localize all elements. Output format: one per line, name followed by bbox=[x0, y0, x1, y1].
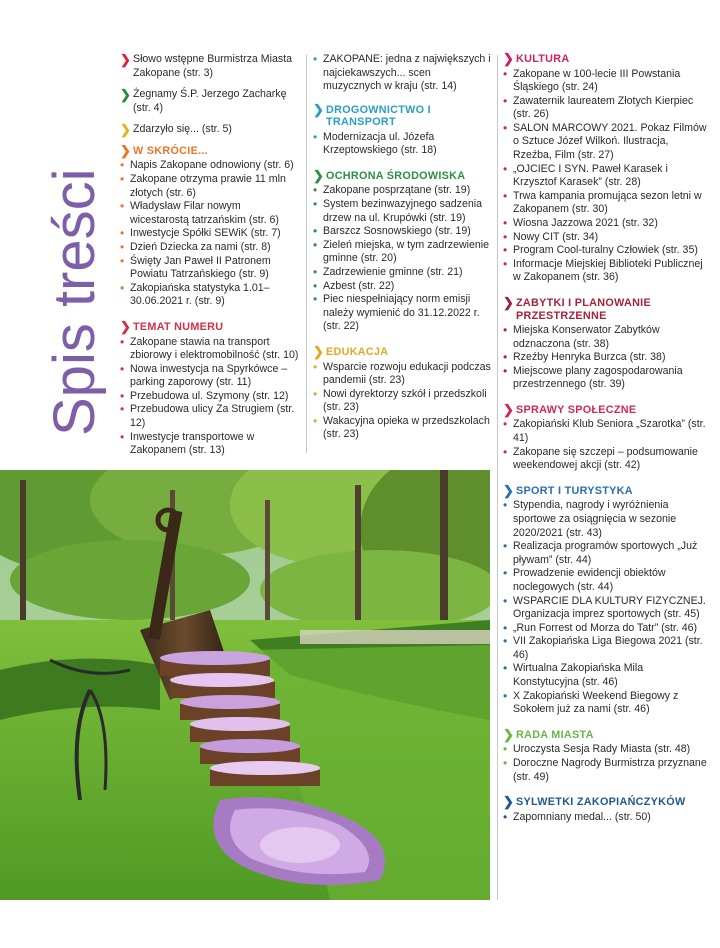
toc-entry-label: Piec niespełniający norm emisji należy wymienić do 31.12.2022 r. (str. 22) bbox=[323, 293, 480, 333]
toc-entry[interactable] bbox=[503, 690, 708, 717]
bullet-icon: • bbox=[120, 280, 125, 295]
toc-entry[interactable] bbox=[313, 388, 491, 415]
toc-entry[interactable] bbox=[120, 241, 300, 255]
toc-entry[interactable] bbox=[503, 418, 708, 445]
toc-entry-label: Święty Jan Paweł II Patronem Powiatu Tatrzańskiego (str. 9) bbox=[130, 254, 271, 281]
toc-entry-label: Przebudowa ulicy Za Strugiem (str. 12) bbox=[130, 403, 295, 430]
toc-entry[interactable] bbox=[503, 217, 708, 231]
toc-section bbox=[503, 796, 708, 824]
section-items bbox=[503, 743, 708, 784]
section-title: ZABYTKI I PLANOWANIE PRZESTRZENNE bbox=[516, 297, 651, 322]
toc-entry[interactable] bbox=[503, 622, 708, 636]
bullet-icon: • bbox=[120, 199, 125, 214]
toc-entry[interactable] bbox=[503, 324, 708, 351]
toc-entry-label: Zieleń miejska, w tym zadrzewienie gminne (str. 20) bbox=[323, 238, 490, 265]
toc-entry[interactable] bbox=[503, 122, 708, 163]
toc-entry-label: Zakopane stawia na transport zbiorowy i elektromobilność (str. 10) bbox=[130, 335, 299, 362]
intro-list bbox=[120, 53, 300, 137]
section-title: OCHRONA ŚRODOWISKA bbox=[326, 169, 466, 182]
bullet-icon: • bbox=[313, 237, 318, 252]
toc-entry[interactable] bbox=[503, 540, 708, 567]
toc-entry-label: Napis Zakopane odnowiony (str. 6) bbox=[130, 159, 294, 172]
toc-section bbox=[503, 401, 708, 473]
toc-entry-label: Wakacyjna opieka w przedszkolach (str. 23) bbox=[323, 414, 490, 441]
toc-entry[interactable] bbox=[120, 282, 300, 309]
page-title-graphic bbox=[30, 148, 110, 438]
toc-section bbox=[313, 167, 491, 334]
toc-entry-label: Informacje Miejskiej Biblioteki Publicznej w Zakopanem (str. 36) bbox=[513, 257, 703, 284]
toc-entry-label: Rzeźby Henryka Burzca (str. 38) bbox=[513, 351, 666, 364]
section-heading[interactable] bbox=[503, 297, 708, 322]
toc-entry-label: Miejska Konserwator Zabytków odznaczona (str. 38) bbox=[513, 324, 660, 350]
chevron-right-icon: ❯ bbox=[503, 794, 515, 810]
bullet-icon: • bbox=[313, 359, 318, 374]
chevron-right-icon: ❯ bbox=[313, 167, 325, 183]
bullet-icon: • bbox=[503, 444, 508, 459]
bullet-icon: • bbox=[120, 172, 125, 187]
section-title: SPRAWY SPOŁECZNE bbox=[516, 403, 637, 416]
bullet-icon: • bbox=[503, 417, 508, 432]
toc-entry[interactable] bbox=[120, 336, 300, 363]
toc-entry-label: Wsparcie rozwoju edukacji podczas pandemii (str. 23) bbox=[323, 360, 491, 387]
toc-entry[interactable] bbox=[313, 415, 491, 442]
section-items bbox=[120, 159, 300, 309]
bullet-icon: • bbox=[503, 188, 508, 203]
toc-entry-label: X Zakopiański Weekend Biegowy z Sokołem już za nami (str. 46) bbox=[513, 689, 679, 716]
toc-section bbox=[313, 101, 491, 158]
section-items bbox=[503, 418, 708, 472]
section-heading[interactable] bbox=[120, 321, 300, 334]
toc-entry-label: VII Zakopiańska Liga Biegowa 2021 (str. 46) bbox=[513, 635, 703, 661]
toc-entry-label: Prowadzenie ewidencji obiektów noclegowych (str. 44) bbox=[513, 567, 666, 593]
toc-entry[interactable] bbox=[313, 225, 491, 239]
toc-entry[interactable] bbox=[503, 351, 708, 365]
bullet-icon: • bbox=[313, 278, 318, 293]
chevron-right-icon: ❯ bbox=[503, 726, 515, 742]
bullet-icon: • bbox=[503, 256, 508, 271]
garden-photo-icon bbox=[0, 470, 490, 900]
toc-entry-label: Stypendia, nagrody i wyróżnienia sportowe za osiągnięcia w sezonie 2020/2021 (str. 43) bbox=[513, 499, 677, 539]
toc-section bbox=[503, 726, 708, 784]
bullet-icon: • bbox=[503, 323, 508, 337]
chevron-right-icon: ❯ bbox=[503, 401, 515, 417]
toc-entry[interactable] bbox=[313, 293, 491, 334]
toc-entry-label: Nowi dyrektorzy szkół i przedszkoli (str. 23) bbox=[323, 387, 487, 414]
section-items bbox=[503, 68, 708, 286]
toc-column-1 bbox=[120, 53, 300, 470]
section-title: TEMAT NUMERU bbox=[133, 321, 224, 333]
bullet-icon: • bbox=[313, 292, 318, 307]
page-title bbox=[30, 148, 110, 438]
section-title: RADA MIASTA bbox=[516, 728, 594, 741]
toc-section bbox=[313, 53, 491, 94]
toc-section bbox=[503, 53, 708, 285]
bullet-icon: • bbox=[313, 129, 318, 144]
section-items bbox=[313, 361, 491, 443]
toc-section bbox=[503, 482, 708, 717]
toc-entry-label: Azbest (str. 22) bbox=[323, 279, 395, 292]
toc-entry-label: Wiosna Jazzowa 2021 (str. 32) bbox=[513, 217, 658, 230]
section-title: KULTURA bbox=[516, 53, 570, 65]
garden-photo bbox=[0, 470, 490, 900]
bullet-icon: • bbox=[503, 566, 508, 581]
toc-entry[interactable] bbox=[120, 159, 300, 173]
bullet-icon: • bbox=[313, 224, 318, 239]
toc-entry[interactable] bbox=[503, 163, 708, 190]
toc-entry[interactable] bbox=[503, 662, 708, 689]
toc-entry[interactable] bbox=[503, 446, 708, 473]
toc-entry-label: Dzień Dziecka za nami (str. 8) bbox=[130, 241, 271, 254]
toc-entry-label: Uroczysta Sesja Rady Miasta (str. 48) bbox=[513, 743, 691, 756]
toc-entry[interactable] bbox=[313, 280, 491, 294]
chevron-right-icon: ❯ bbox=[503, 51, 515, 66]
section-title: SPORT I TURYSTYKA bbox=[516, 484, 633, 497]
bullet-icon: • bbox=[503, 634, 508, 649]
toc-entry[interactable] bbox=[120, 227, 300, 241]
section-heading[interactable] bbox=[120, 142, 300, 158]
intro-item[interactable] bbox=[120, 53, 300, 80]
toc-column-3 bbox=[503, 53, 708, 836]
toc-entry[interactable] bbox=[120, 173, 300, 200]
section-items bbox=[313, 53, 491, 94]
toc-entry[interactable] bbox=[503, 244, 708, 258]
toc-entry-label: „Run Forrest od Morza do Tatr” (str. 46) bbox=[513, 621, 698, 634]
toc-entry[interactable] bbox=[503, 95, 708, 122]
intro-item-label: Żegnamy Ś.P. Jerzego Zacharkę (str. 4) bbox=[133, 88, 287, 114]
toc-entry-label: System bezinwazyjnego sadzenia drzew na ul. Krupówki (str. 19) bbox=[323, 198, 482, 224]
section-items bbox=[503, 324, 708, 392]
toc-entry-label: Zadrzewienie gminne (str. 21) bbox=[323, 266, 463, 279]
col1-sections bbox=[120, 142, 300, 458]
toc-entry[interactable] bbox=[503, 258, 708, 285]
bullet-icon: • bbox=[120, 402, 125, 417]
bullet-icon: • bbox=[503, 809, 508, 824]
bullet-icon: • bbox=[120, 388, 125, 403]
bullet-icon: • bbox=[503, 216, 508, 231]
toc-entry[interactable] bbox=[120, 200, 300, 227]
toc-entry-label: Miejscowe plany zagospodarowania przestrzennego (str. 39) bbox=[513, 364, 683, 391]
toc-entry-label: SALON MARCOWY 2021. Pokaz Filmów o Sztuce Józef Wilkoń. Ilustracja, Rzeźba, Film (str. 27) bbox=[513, 121, 707, 162]
toc-entry[interactable] bbox=[503, 757, 708, 784]
toc-entry-label: Modernizacja ul. Józefa Krzeptowskiego (str. 18) bbox=[323, 130, 437, 157]
toc-entry[interactable] bbox=[120, 255, 300, 282]
section-heading[interactable] bbox=[503, 401, 708, 417]
toc-entry-label: Zakopane w 100-lecie III Powstania Śląskiego (str. 24) bbox=[513, 67, 681, 94]
bullet-icon: • bbox=[503, 661, 508, 676]
intro-item-label: Zdarzyło się... (str. 5) bbox=[133, 123, 232, 136]
toc-entry[interactable] bbox=[503, 595, 708, 622]
section-items bbox=[120, 336, 300, 458]
intro-item[interactable] bbox=[120, 88, 300, 115]
bullet-icon: • bbox=[313, 52, 318, 66]
bullet-icon: • bbox=[120, 158, 125, 173]
bullet-icon: • bbox=[503, 243, 508, 258]
toc-entry[interactable] bbox=[503, 190, 708, 217]
toc-entry-label: „OJCIEC I SYN. Paweł Karasek i Krzysztof Karasek” (str. 28) bbox=[513, 162, 668, 189]
toc-entry[interactable] bbox=[503, 365, 708, 392]
bullet-icon: • bbox=[120, 253, 125, 268]
section-heading[interactable] bbox=[503, 53, 708, 66]
bullet-icon: • bbox=[503, 350, 508, 365]
page-title-text: Spis treści bbox=[42, 168, 107, 436]
col2-sections bbox=[313, 53, 491, 442]
bullet-icon: • bbox=[503, 742, 508, 757]
chevron-right-icon: ❯ bbox=[313, 344, 325, 359]
toc-entry[interactable] bbox=[503, 811, 708, 825]
section-title: W SKRÓCIE... bbox=[133, 144, 208, 157]
toc-entry[interactable] bbox=[503, 635, 708, 662]
toc-entry[interactable] bbox=[313, 266, 491, 280]
bullet-icon: • bbox=[503, 93, 508, 108]
toc-entry[interactable] bbox=[120, 431, 300, 458]
toc-entry-label: Zawaternik laureatem Złotych Kierpiec (str. 26) bbox=[513, 94, 694, 121]
bullet-icon: • bbox=[503, 620, 508, 635]
bullet-icon: • bbox=[503, 229, 508, 244]
bullet-icon: • bbox=[313, 183, 318, 198]
toc-entry-label: Zapomniany medal... (str. 50) bbox=[513, 810, 651, 823]
arrow-red-icon: ❯ bbox=[120, 52, 131, 67]
toc-section bbox=[313, 346, 491, 442]
bullet-icon: • bbox=[503, 688, 508, 703]
toc-entry[interactable] bbox=[503, 743, 708, 757]
arrow-green-icon: ❯ bbox=[120, 87, 131, 103]
bullet-icon: • bbox=[503, 161, 508, 176]
section-heading[interactable] bbox=[313, 167, 491, 183]
section-title: EDUKACJA bbox=[326, 346, 389, 358]
toc-entry-label: ZAKOPANE: jedna z największych i najciekawszych... scen muzycznych w kraju (str. 14) bbox=[323, 53, 491, 93]
bullet-icon: • bbox=[503, 593, 508, 608]
section-items bbox=[313, 131, 491, 158]
bullet-icon: • bbox=[503, 120, 508, 135]
toc-entry-label: Zakopane otrzyma prawie 11 mln złotych (str. 6) bbox=[130, 173, 286, 199]
bullet-icon: • bbox=[503, 363, 508, 378]
toc-entry[interactable] bbox=[313, 239, 491, 266]
bullet-icon: • bbox=[120, 429, 125, 444]
section-title: SYLWETKI ZAKOPIAŃCZYKÓW bbox=[516, 796, 686, 809]
toc-entry-label: WSPARCIE DLA KULTURY FIZYCZNEJ. Organizacja imprez sportowych (str. 45) bbox=[513, 594, 706, 621]
bullet-icon: • bbox=[120, 361, 125, 376]
intro-item-label: Słowo wstępne Burmistrza Miasta Zakopane (str. 3) bbox=[133, 53, 292, 79]
toc-column-2 bbox=[313, 53, 491, 454]
bullet-icon: • bbox=[120, 240, 125, 255]
bullet-icon: • bbox=[313, 386, 318, 401]
section-heading[interactable] bbox=[313, 101, 491, 129]
toc-entry[interactable] bbox=[120, 390, 300, 404]
column-divider bbox=[497, 55, 498, 900]
toc-entry-label: Inwestycje Spółki SEWiK (str. 7) bbox=[130, 227, 281, 240]
toc-entry-label: Realizacja programów sportowych „Już pływam” (str. 44) bbox=[513, 540, 698, 566]
toc-entry-label: Trwa kampania promująca sezon letni w Zakopanem (str. 30) bbox=[513, 189, 702, 216]
section-heading[interactable] bbox=[313, 346, 491, 359]
toc-entry[interactable] bbox=[503, 231, 708, 245]
toc-entry[interactable] bbox=[313, 184, 491, 198]
arrow-yellow-icon: ❯ bbox=[120, 122, 131, 138]
bullet-icon: • bbox=[503, 66, 508, 81]
bullet-icon: • bbox=[313, 413, 318, 428]
toc-section bbox=[120, 321, 300, 458]
toc-section bbox=[120, 142, 300, 309]
bullet-icon: • bbox=[503, 755, 508, 770]
toc-entry-label: Barszcz Sosnowskiego (str. 19) bbox=[323, 225, 471, 238]
toc-entry-label: Nowy CIT (str. 34) bbox=[513, 230, 599, 243]
toc-entry-label: Inwestycje transportowe w Zakopanem (str. 13) bbox=[130, 430, 255, 457]
toc-entry[interactable] bbox=[313, 131, 491, 158]
section-items bbox=[313, 184, 491, 334]
toc-entry-label: Zakopane posprzątane (str. 19) bbox=[323, 184, 471, 197]
section-title: DROGOWNICTWO I TRANSPORT bbox=[326, 103, 431, 129]
toc-entry[interactable] bbox=[313, 198, 491, 225]
bullet-icon: • bbox=[503, 498, 508, 513]
toc-entry[interactable] bbox=[503, 567, 708, 594]
chevron-right-icon: ❯ bbox=[503, 482, 515, 498]
toc-section bbox=[503, 297, 708, 392]
section-items bbox=[503, 499, 708, 717]
toc-entry-label: Doroczne Nagrody Burmistrza przyznane (str. 49) bbox=[513, 756, 707, 783]
bullet-icon: • bbox=[120, 334, 125, 349]
bullet-icon: • bbox=[120, 226, 125, 241]
toc-entry-label: Władysław Filar nowym wicestarostą tatrzańskim (str. 6) bbox=[130, 200, 279, 226]
toc-entry[interactable] bbox=[120, 403, 300, 430]
intro-item[interactable] bbox=[120, 123, 300, 137]
chevron-right-icon: ❯ bbox=[313, 101, 325, 117]
toc-entry[interactable] bbox=[503, 68, 708, 95]
toc-entry-label: Zakopane się szczepi – podsumowanie weekendowej akcji (str. 42) bbox=[513, 445, 698, 472]
toc-entry[interactable] bbox=[313, 361, 491, 388]
toc-entry-label: Wirtualna Zakopiańska Mila Konstytucyjna (str. 46) bbox=[513, 662, 644, 689]
toc-entry[interactable] bbox=[503, 499, 708, 540]
bullet-icon: • bbox=[313, 265, 318, 280]
toc-entry-label: Zakopiańska statystyka 1.01–30.06.2021 r. (str. 9) bbox=[130, 281, 270, 308]
bullet-icon: • bbox=[503, 539, 508, 554]
toc-entry-label: Nowa inwestycja na Spyrkówce – parking zaporowy (str. 11) bbox=[130, 362, 288, 389]
section-heading[interactable] bbox=[503, 482, 708, 498]
chevron-right-icon: ❯ bbox=[503, 295, 515, 310]
section-items bbox=[503, 811, 708, 825]
toc-entry-label: Przebudowa ul. Szymony (str. 12) bbox=[130, 389, 289, 402]
section-heading[interactable] bbox=[503, 796, 708, 809]
toc-entry-label: Program Cool-turalny Człowiek (str. 35) bbox=[513, 244, 698, 257]
bullet-icon: • bbox=[313, 197, 318, 212]
section-heading[interactable] bbox=[503, 726, 708, 742]
chevron-right-icon: ❯ bbox=[120, 319, 132, 334]
toc-entry-label: Zakopiański Klub Seniora „Szarotka” (str. 41) bbox=[513, 418, 706, 445]
col3-sections bbox=[503, 53, 708, 824]
chevron-right-icon: ❯ bbox=[120, 142, 132, 158]
toc-entry[interactable] bbox=[120, 363, 300, 390]
column-divider bbox=[306, 55, 307, 453]
toc-entry[interactable] bbox=[313, 53, 491, 94]
